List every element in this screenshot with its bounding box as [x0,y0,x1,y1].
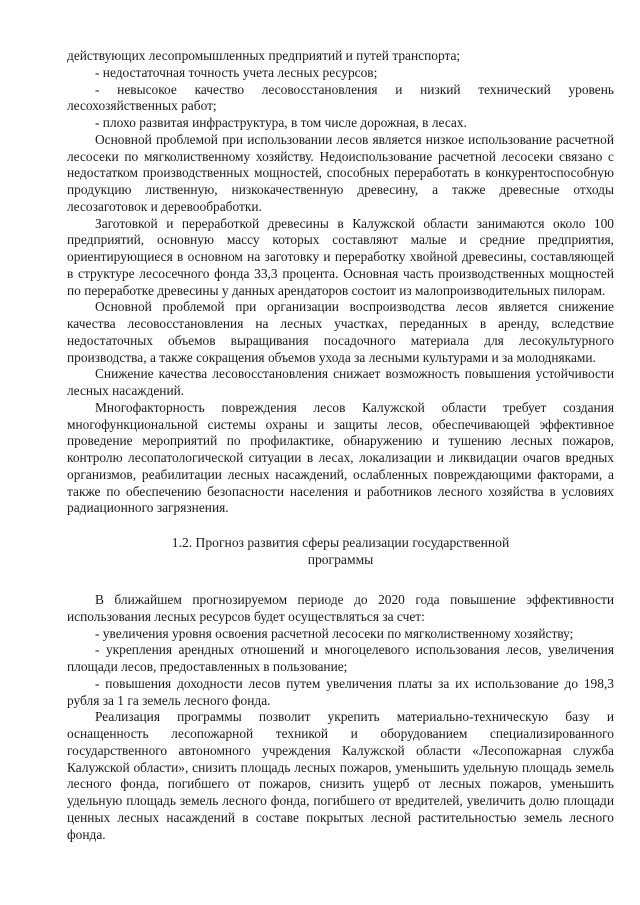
problem-item: - недостаточная точность учета лесных ресурсов; [95,64,378,80]
paragraph: Многофакторность повреждения лесов Калужской области требует создания многофункциональной системы охраны и защиты лесов, обеспечивающей эффективное проведение мероприятий по профилактике, обнаружению и тушению лесных пожаров, контролю лесопатологической ситуации в лесах, локализации и ликвидации очагов вредных организмов, реабилитации лесных насаждений, ослабленных повреждающими факторами, а также по обеспечению безопасности населения и работников лесного хозяйства в условиях радиационного загрязнения. [67,399,614,516]
paragraph: Основной проблемой при использовании лесов является низкое использование расчетной лесосеки по мягколиственному хозяйству. Недоиспользование расчетной лесосеки связано с недостатком производственных мощностей, способных переработать в конкурентоспособную продукцию лиственную, низкокачественную древесину, а также древесные отходы лесозаготовок и деревообработки. [67,131,614,214]
forecast-intro: В ближайшем прогнозируемом периоде до 2020 года повышение эффективности использования лесных ресурсов будет осуществляться за счет: [67,592,614,624]
forecast-item: - повышения доходности лесов путем увеличения платы за их использование до 198,3 рубля за 1 га земель лесного фонда. [67,675,614,708]
problem-item: - плохо развитая инфраструктура, в том числе дорожная, в лесах. [95,115,467,130]
paragraph: Заготовкой и переработкой древесины в Калужской области занимаются около 100 предприятий, основную массу которых составляют малые и средние предприятия, ориентирующиеся в основном на заготовку и переработку хвойной древесины, составляющей в структуре лесосечного фонда 33,3 процента. Основная часть производственных мощностей по переработке древесины у данных арендаторов состоит из малопроизводительных пилорам. [67,215,614,298]
forecast-item: - увеличения уровня освоения расчетной лесосеки по мягколиственному хозяйству; [95,625,574,641]
problem-item: - невысокое качество лесовосстановления и низкий технический уровень лесохозяйственных работ; [67,81,614,114]
paragraph: Снижение качества лесовосстановления снижает возможность повышения устойчивости лесных насаждений. [67,366,614,398]
forecast-conclusion: Реализация программы позволит укрепить материально-техническую базу и оснащенность лесопожарной техникой и оборудованием специализированного государственного автономного учреждения Калужской области «Лесопожарная служба Калужской области», снизить площадь лесных пожаров, уменьшить удельную площадь земель лесного фонда, погибшего от пожаров, снизить ущерб от лесных пожаров, уменьшить удельную площадь земель лесного фонда, погибшего от вредителей, увеличить долю площади ценных лесных насаждений в составе покрытых лесной растительностью земель лесного фонда. [67,709,614,842]
document-page [67,48,614,843]
forecast-item: - укрепления арендных отношений и многоцелевого использования лесов, увеличения площади лесов, предоставленных в пользование; [67,642,614,674]
section-heading [67,534,614,568]
continuation-text: действующих лесопромышленных предприятий и путей транспорта; [67,48,461,63]
section-heading-line2: программы [307,552,374,567]
section-heading-line1: 1.2. Прогноз развития сферы реализации государственной [171,535,510,550]
paragraph: Основной проблемой при организации воспроизводства лесов является снижение качества лесовосстановления на лесных участках, переданных в аренду, вследствие недостаточных объемов выращивания посадочного материала для лесокультурного производства, а также сокращения объемов ухода за лесными культурами и за молодняками. [67,299,614,365]
